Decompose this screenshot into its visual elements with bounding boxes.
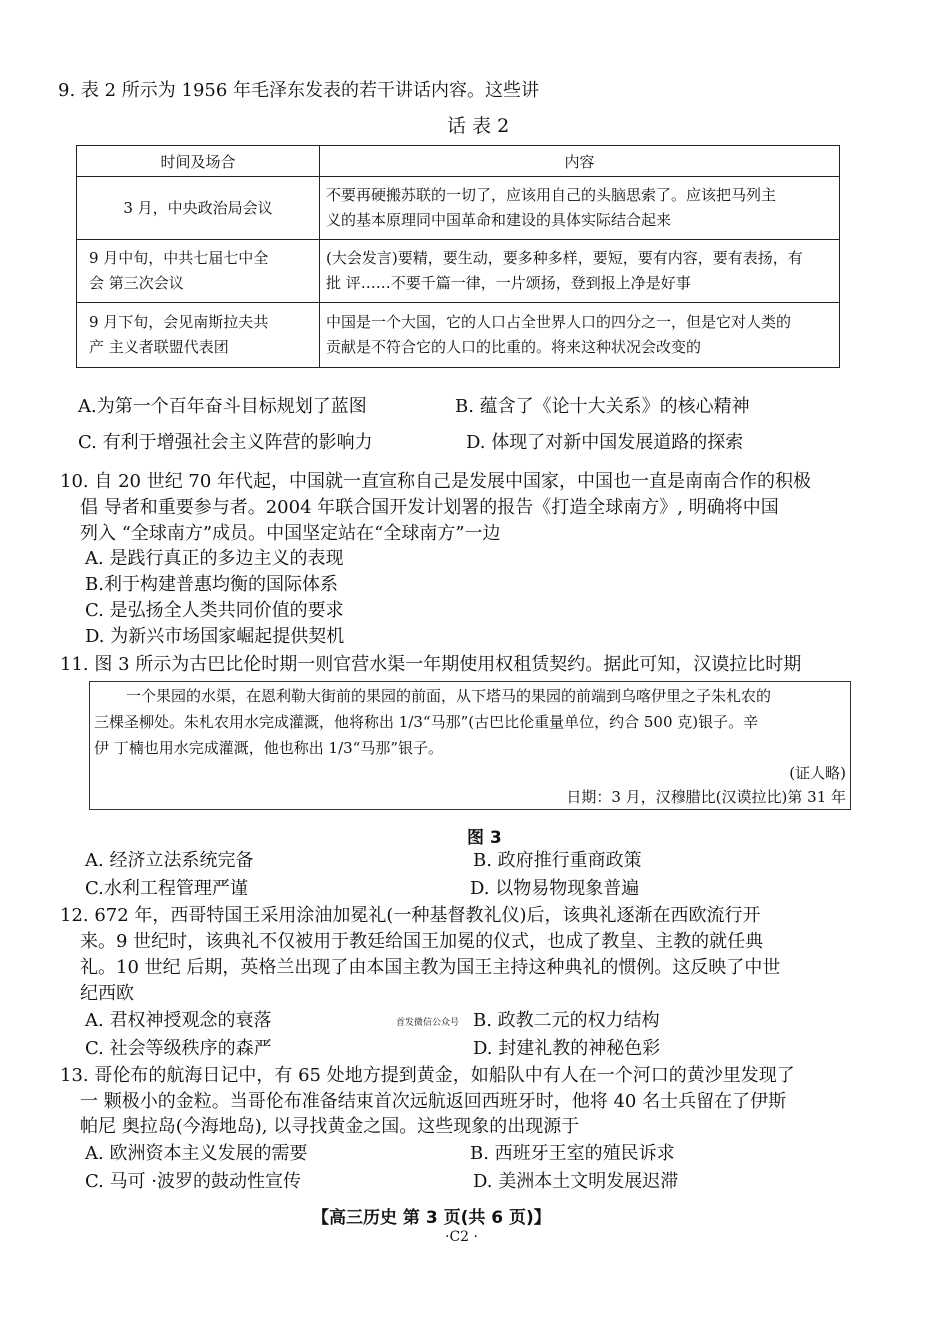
q13-option-c: C. 马可 ·波罗的鼓动性宣传 xyxy=(85,1171,302,1192)
page-code: ·C2 · xyxy=(445,1229,478,1245)
cell-content-line: 不要再硬搬苏联的一切了，应该用自己的头脑思索了。应该把马列主 xyxy=(326,186,777,204)
q12-line-4: 纪西欧 xyxy=(80,983,134,1004)
watermark-text: 首发微信公众号 xyxy=(396,1018,460,1028)
q9-option-b: B. 蕴含了《论十大关系》的核心精神 xyxy=(455,396,750,417)
q11-option-a: A. 经济立法系统完备 xyxy=(85,850,254,871)
q10-line-2: 倡 导者和重要参与者。2004 年联合国开发计划署的报告《打造全球南方》, 明确将中国 xyxy=(80,497,779,518)
cell-time xyxy=(77,240,320,303)
table-header-row xyxy=(77,146,840,177)
contract-box xyxy=(89,681,851,810)
q10-line-1: 10. 自 20 世纪 70 年代起，中国就一直宣称自己是发展中国家，中国也一直是南南合作的积极 xyxy=(60,471,812,492)
cell-time-line: 会 第三次会议 xyxy=(89,274,184,292)
q13-option-b: B. 西班牙王室的殖民诉求 xyxy=(470,1143,675,1164)
contract-note: (证人略) xyxy=(789,764,846,782)
cell-time-line: 9 月中旬，中共七届七中全 xyxy=(89,249,269,267)
contract-line: 伊 丁楠也用水完成灌溉，他也称出 1/3“马那”银子。 xyxy=(94,739,444,757)
cell-time xyxy=(77,177,320,240)
q13-line-3: 帕尼 奥拉岛(今海地岛), 以寻找黄金之国。这些现象的出现源于 xyxy=(80,1116,580,1137)
cell-content xyxy=(320,240,840,303)
cell-content xyxy=(320,303,840,368)
q13-line-1: 13. 哥伦布的航海日记中，有 65 处地方提到黄金，如船队中有人在一个河口的黄沙里发现了 xyxy=(60,1065,795,1086)
q10-line-3: 列入 “全球南方”成员。中国坚定站在“全球南方”一边 xyxy=(80,523,501,544)
figure-3-label: 图 3 xyxy=(467,828,502,848)
q12-line-1: 12. 672 年，西哥特国王采用涂油加冕礼(一种基督教礼仪)后，该典礼逐渐在西欧流行开 xyxy=(60,905,761,926)
table-row xyxy=(77,177,840,240)
q9-option-c: C. 有利于增强社会主义阵营的影响力 xyxy=(78,432,373,453)
q12-option-d: D. 封建礼教的神秘色彩 xyxy=(473,1038,661,1059)
q10-option-d: D. 为新兴市场国家崛起提供契机 xyxy=(85,626,345,647)
q9-option-a: A.为第一个百年奋斗目标规划了蓝图 xyxy=(78,396,367,417)
q9-option-d: D. 体现了对新中国发展道路的探索 xyxy=(466,432,744,453)
q13-line-2: 一 颗极小的金粒。当哥伦布准备结束首次远航返回西班牙时，他将 40 名士兵留在了伊斯 xyxy=(80,1091,787,1112)
cell-content-line: 义的基本原理同中国革命和建设的具体实际结合起来 xyxy=(326,211,672,229)
q11-option-c: C.水利工程管理严谨 xyxy=(85,878,248,899)
q11-option-d: D. 以物易物现象普遍 xyxy=(470,878,640,899)
q9-stem: 9. 表 2 所示为 1956 年毛泽东发表的若干讲话内容。这些讲 xyxy=(58,80,540,101)
cell-content-line: 中国是一个大国，它的人口占全世界人口的四分之一，但是它对人类的 xyxy=(326,313,792,331)
contract-line: 一个果园的水渠，在恩利勒大街前的果园的前面，从下塔马的果园的前端到乌喀伊里之子朱札农的 xyxy=(126,687,772,705)
cell-time-line: 9 月下旬，会见南斯拉夫共 xyxy=(89,313,269,331)
header-time: 时间及场合 xyxy=(77,146,320,177)
cell-content-line: (大会发言)要精，要生动，要多种多样，要短，要有内容，要有表扬，有 xyxy=(326,249,803,267)
q13-option-d: D. 美洲本土文明发展迟滞 xyxy=(473,1171,679,1192)
table-2 xyxy=(76,145,840,368)
q10-option-c: C. 是弘扬全人类共同价值的要求 xyxy=(85,600,344,621)
cell-time-line: 3 月，中央政治局会议 xyxy=(123,198,273,217)
header-content: 内容 xyxy=(320,146,840,177)
cell-content-line: 批 评……不要千篇一律，一片颂扬，登到报上净是好事 xyxy=(326,274,691,292)
q12-option-b: B. 政教二元的权力结构 xyxy=(473,1010,660,1031)
q12-line-3: 礼。10 世纪 后期，英格兰出现了由本国主教为国王主持这种典礼的惯例。这反映了中世 xyxy=(80,957,781,978)
q12-line-2: 来。9 世纪时，该典礼不仅被用于教廷给国王加冕的仪式，也成了教皇、主教的就任典 xyxy=(80,931,764,952)
q12-option-a: A. 君权神授观念的衰落 xyxy=(85,1010,272,1031)
cell-content-line: 贡献是不符合它的人口的比重的。将来这种状况会改变的 xyxy=(326,338,702,356)
q10-option-a: A. 是践行真正的多边主义的表现 xyxy=(85,548,344,569)
table-caption: 话 表 2 xyxy=(447,115,510,137)
contract-date: 日期：3 月，汉穆腊比(汉谟拉比)第 31 年 xyxy=(566,788,846,806)
cell-time-line: 产 主义者联盟代表团 xyxy=(89,338,229,356)
contract-line: 三棵圣柳处。朱札农用水完成灌溉，他将称出 1/3“马那”(古巴比伦重量单位，约合 500 克)银子。辛 xyxy=(94,713,759,731)
q13-option-a: A. 欧洲资本主义发展的需要 xyxy=(85,1143,308,1164)
q12-option-c: C. 社会等级秩序的森严 xyxy=(85,1038,272,1059)
page-footer: 【高三历史 第 3 页(共 6 页)】 xyxy=(312,1208,551,1228)
q11-stem: 11. 图 3 所示为古巴比伦时期一则官营水渠一年期使用权租赁契约。据此可知，汉谟拉比时期 xyxy=(60,654,802,675)
table-row xyxy=(77,240,840,303)
cell-time xyxy=(77,303,320,368)
q11-option-b: B. 政府推行重商政策 xyxy=(473,850,642,871)
q10-option-b: B.利于构建普惠均衡的国际体系 xyxy=(85,574,338,595)
cell-content xyxy=(320,177,840,240)
table-row xyxy=(77,303,840,368)
